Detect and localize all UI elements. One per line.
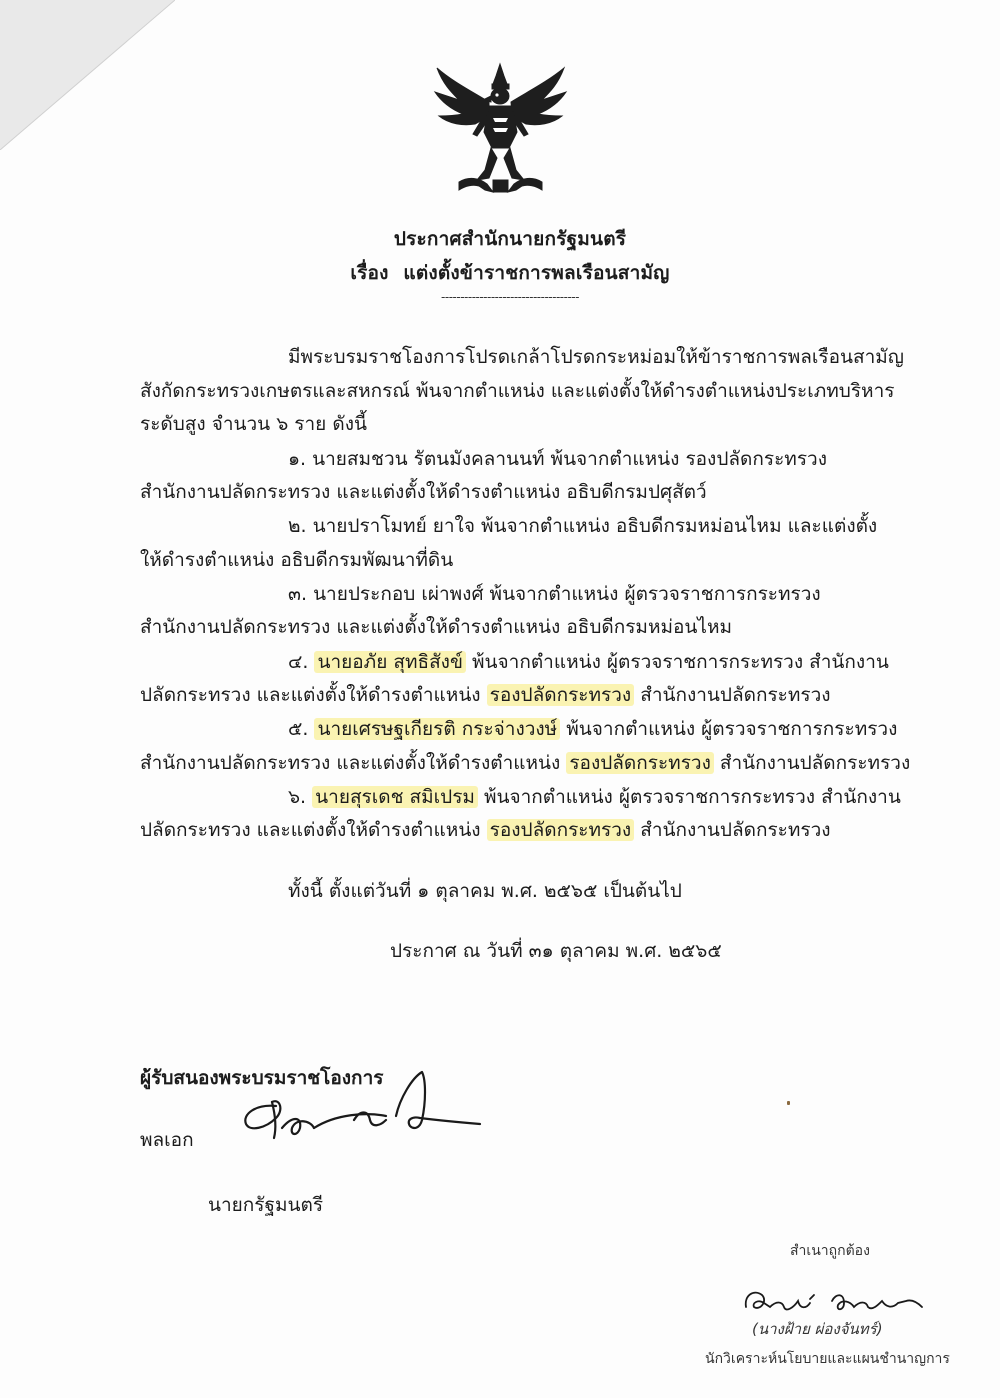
item-6-line-2: [140, 817, 831, 843]
item-number: ๖.: [288, 786, 307, 808]
highlighted-name: นายอภัย สุทธิสังข์: [314, 651, 465, 673]
item-text: สำนักงานปลัดกระทรวง และแต่งตั้งให้ดำรงตำแหน่ง: [140, 752, 561, 774]
effective-date: ทั้งนี้ ตั้งแต่วันที่ ๑ ตุลาคม พ.ศ. ๒๕๖๕ เป็นต้นไป: [288, 880, 682, 902]
item-4-line-2: [140, 682, 831, 708]
folded-corner: [0, 0, 175, 150]
item-3-line-2: สำนักงานปลัดกระทรวง และแต่งตั้งให้ดำรงตำแหน่ง อธิบดีกรมหม่อนไหม: [140, 616, 733, 638]
certifier-signature: [740, 1277, 930, 1322]
prime-minister-signature: [236, 1058, 486, 1158]
highlighted-position: รองปลัดกระทรวง: [566, 752, 714, 774]
highlighted-name: นายเศรษฐเกียรติ กระจ่างวงษ์: [314, 718, 560, 740]
announcement-subject: เรื่อง แต่งตั้งข้าราชการพลเรือนสามัญ: [350, 262, 670, 284]
item-5-line-1: [288, 716, 897, 742]
item-4-line-1: [288, 649, 889, 675]
certifier-name: (นางฝ้าย ผ่องจันทร์): [752, 1320, 883, 1338]
title-underline: ------------------------------------: [441, 290, 579, 304]
item-number: ๔.: [288, 651, 309, 673]
item-6-line-1: [288, 784, 901, 810]
item-1-line-1: ๑. นายสมชวน รัตนมังคลานนท์ พ้นจากตำแหน่ง รองปลัดกระทรวง: [288, 448, 827, 470]
item-text: สำนักงานปลัดกระทรวง: [719, 752, 911, 774]
item-3-line-1: ๓. นายประกอบ เผ่าพงศ์ พ้นจากตำแหน่ง ผู้ตรวจราชการกระทรวง: [288, 583, 821, 605]
intro-line-3: ระดับสูง จำนวน ๖ ราย ดังนี้: [140, 413, 367, 435]
item-2-line-1: ๒. นายปราโมทย์ ยาใจ พ้นจากตำแหน่ง อธิบดีกรมหม่อนไหม และแต่งตั้ง: [288, 515, 878, 537]
item-5-line-2: [140, 750, 910, 776]
paper-speck: [787, 1101, 790, 1105]
item-number: ๕.: [288, 718, 309, 740]
certifier-role: นักวิเคราะห์นโยบายและแผนชำนาญการ: [705, 1351, 950, 1367]
item-text: ปลัดกระทรวง และแต่งตั้งให้ดำรงตำแหน่ง: [140, 684, 481, 706]
announcement-date: ประกาศ ณ วันที่ ๓๑ ตุลาคม พ.ศ. ๒๕๖๕: [390, 940, 722, 962]
position-title: นายกรัฐมนตรี: [208, 1194, 324, 1216]
certified-copy-label: สำเนาถูกต้อง: [790, 1243, 870, 1259]
rank-label: พลเอก: [140, 1129, 194, 1151]
item-text: สำนักงานปลัดกระทรวง: [640, 684, 831, 706]
item-text: พ้นจากตำแหน่ง ผู้ตรวจราชการกระทรวง: [566, 718, 898, 740]
announcement-title: ประกาศสำนักนายกรัฐมนตรี: [393, 228, 627, 250]
highlighted-position: รองปลัดกระทรวง: [487, 684, 635, 706]
intro-line-2: สังกัดกระทรวงเกษตรและสหกรณ์ พ้นจากตำแหน่ง และแต่งตั้งให้ดำรงตำแหน่งประเภทบริหาร: [140, 380, 895, 402]
highlighted-position: รองปลัดกระทรวง: [487, 819, 635, 841]
highlighted-name: นายสุรเดช สมิเปรม: [312, 786, 478, 808]
garuda-emblem: [433, 62, 568, 198]
item-text: สำนักงานปลัดกระทรวง: [640, 819, 831, 841]
intro-line-1: มีพระบรมราชโองการโปรดเกล้าโปรดกระหม่อมให้ข้าราชการพลเรือนสามัญ: [288, 346, 904, 368]
item-text: พ้นจากตำแหน่ง ผู้ตรวจราชการกระทรวง สำนักงาน: [472, 651, 889, 673]
countersign-label: ผู้รับสนองพระบรมราชโองการ: [140, 1067, 384, 1089]
item-text: พ้นจากตำแหน่ง ผู้ตรวจราชการกระทรวง สำนักงาน: [483, 786, 901, 808]
item-1-line-2: สำนักงานปลัดกระทรวง และแต่งตั้งให้ดำรงตำแหน่ง อธิบดีกรมปศุสัตว์: [140, 481, 707, 503]
item-2-line-2: ให้ดำรงตำแหน่ง อธิบดีกรมพัฒนาที่ดิน: [140, 549, 454, 571]
item-text: ปลัดกระทรวง และแต่งตั้งให้ดำรงตำแหน่ง: [140, 819, 481, 841]
